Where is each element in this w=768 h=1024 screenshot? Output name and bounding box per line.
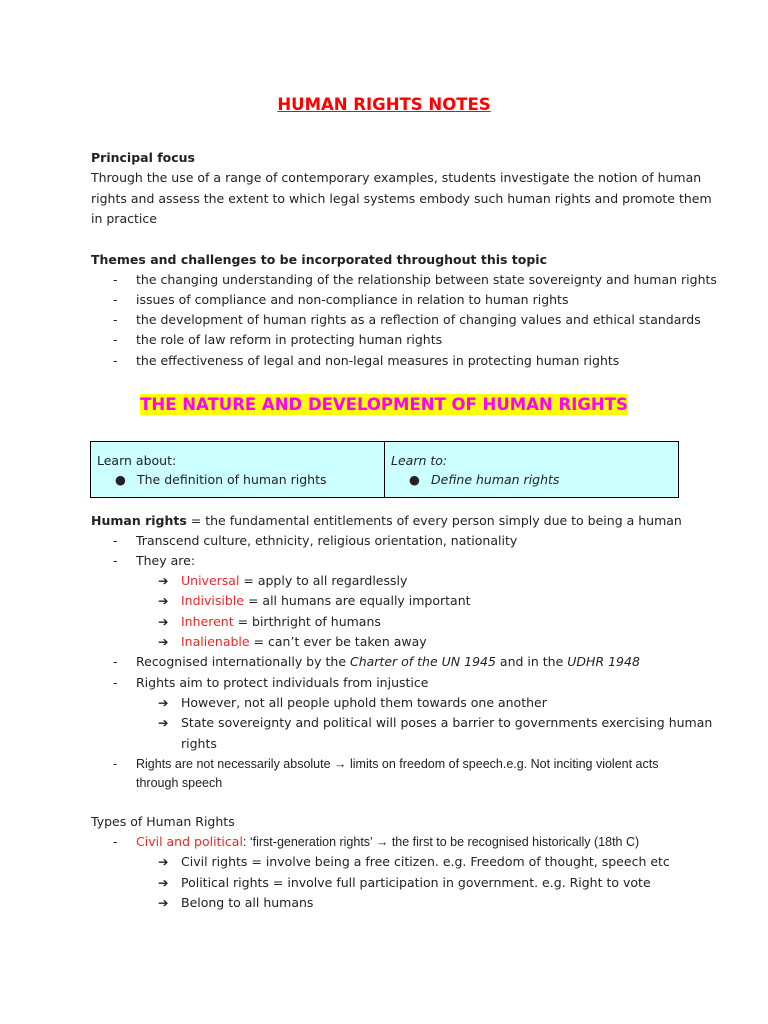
civil-political-term: Civil and political	[136, 834, 243, 849]
dash-marker: -	[113, 533, 118, 548]
recognised-pre: Recognised internationally by the	[136, 654, 350, 669]
definition-text: = the fundamental entitlements of every person simply due to being a human	[186, 513, 682, 528]
quality-text	[181, 632, 427, 652]
dash-marker: -	[113, 292, 118, 307]
learn-to-item	[391, 470, 672, 489]
dash-marker: -	[113, 272, 118, 287]
learn-table	[90, 441, 679, 498]
arrow-icon: ➔	[158, 634, 169, 649]
dash-marker: -	[113, 834, 118, 849]
quality-desc: = birthright of humans	[233, 614, 381, 629]
learn-about-label: Learn about:	[97, 453, 177, 468]
principal-focus-line: rights and assess the extent to which legal systems embody such human rights and promote them	[91, 191, 712, 206]
dash-marker: -	[113, 332, 118, 347]
title-text: HUMAN RIGHTS NOTES	[277, 95, 491, 114]
civil-political-desc: : ‘first-generation rights’ → the first to be recognised historically (18th C)	[242, 835, 640, 849]
quality-desc: = apply to all regardlessly	[239, 573, 408, 588]
section-heading	[0, 395, 768, 414]
types-sub-text: Belong to all humans	[181, 895, 314, 910]
learn-about-item-text: The definition of human rights	[137, 472, 327, 487]
definition-item-text: They are:	[136, 553, 196, 568]
quality-term: Indivisible	[181, 593, 244, 608]
quality-term: Inherent	[181, 614, 234, 629]
quality-term: Universal	[181, 573, 240, 588]
principal-focus-line: Through the use of a range of contemporary examples, students investigate the notion of human	[91, 170, 702, 185]
dash-marker: -	[113, 654, 118, 669]
dash-marker: -	[113, 312, 118, 327]
arrow-icon: ➔	[158, 695, 169, 710]
definition-line	[91, 511, 682, 531]
section-heading-text: THE NATURE AND DEVELOPMENT OF HUMAN RIGHTS	[140, 395, 628, 414]
recognised-text	[136, 652, 640, 672]
learn-about-item	[97, 470, 378, 489]
arrow-icon: ➔	[158, 854, 169, 869]
themes-item-text: the effectiveness of legal and non-legal measures in protecting human rights	[136, 353, 620, 368]
charter-reference: Charter of the UN 1945	[349, 654, 496, 669]
themes-item-text: the role of law reform in protecting human rights	[136, 332, 443, 347]
learn-to-cell	[385, 442, 679, 498]
bullet-icon: ●	[409, 472, 420, 487]
learn-to-label: Learn to:	[391, 453, 448, 468]
learn-to-item-text: Define human rights	[431, 472, 560, 487]
themes-item-text: the development of human rights as a reflection of changing values and ethical standards	[136, 312, 701, 327]
injustice-sub-text: State sovereignty and political will poses a barrier to governments exercising human	[181, 715, 713, 730]
absolute-continuation: through speech	[136, 776, 223, 790]
dash-marker: -	[113, 353, 118, 368]
themes-item-text: issues of compliance and non-compliance in relation to human rights	[136, 292, 569, 307]
arrow-icon: ➔	[158, 715, 169, 730]
udhr-reference: UDHR 1948	[567, 654, 640, 669]
learn-table-row	[91, 442, 679, 498]
absolute-text: Rights are not necessarily absolute → limits on freedom of speech.e.g. Not inciting violent acts	[136, 757, 659, 771]
learn-about-cell	[91, 442, 385, 498]
quality-desc: = all humans are equally important	[243, 593, 471, 608]
principal-focus-line: in practice	[91, 211, 157, 226]
principal-focus-heading: Principal focus	[91, 150, 195, 165]
dash-marker: -	[113, 757, 118, 771]
themes-item-text: the changing understanding of the relationship between state sovereignty and human rights	[136, 272, 717, 287]
quality-term: Inalienable	[181, 634, 250, 649]
civil-political-text	[136, 832, 639, 852]
arrow-icon: ➔	[158, 875, 169, 890]
definition-term: Human rights	[91, 513, 187, 528]
arrow-icon: ➔	[158, 614, 169, 629]
recognised-mid: and in the	[495, 654, 568, 669]
types-sub-text: Civil rights = involve being a free citizen. e.g. Freedom of thought, speech etc	[181, 854, 670, 869]
injustice-text: Rights aim to protect individuals from injustice	[136, 675, 429, 690]
quality-text	[181, 612, 381, 632]
arrow-icon: ➔	[158, 895, 169, 910]
injustice-sub-text: However, not all people uphold them towards one another	[181, 695, 547, 710]
definition-item-text: Transcend culture, ethnicity, religious orientation, nationality	[136, 533, 518, 548]
quality-text	[181, 591, 471, 611]
themes-heading: Themes and challenges to be incorporated throughout this topic	[91, 252, 548, 267]
types-heading: Types of Human Rights	[91, 814, 235, 829]
dash-marker: -	[113, 553, 118, 568]
injustice-sub-continuation: rights	[181, 736, 217, 751]
document-title	[0, 95, 768, 114]
arrow-icon: ➔	[158, 573, 169, 588]
dash-marker: -	[113, 675, 118, 690]
quality-text	[181, 571, 407, 591]
arrow-icon: ➔	[158, 593, 169, 608]
types-sub-text: Political rights = involve full participation in government. e.g. Right to vote	[181, 875, 651, 890]
bullet-icon: ●	[115, 472, 126, 487]
quality-desc: = can’t ever be taken away	[249, 634, 427, 649]
